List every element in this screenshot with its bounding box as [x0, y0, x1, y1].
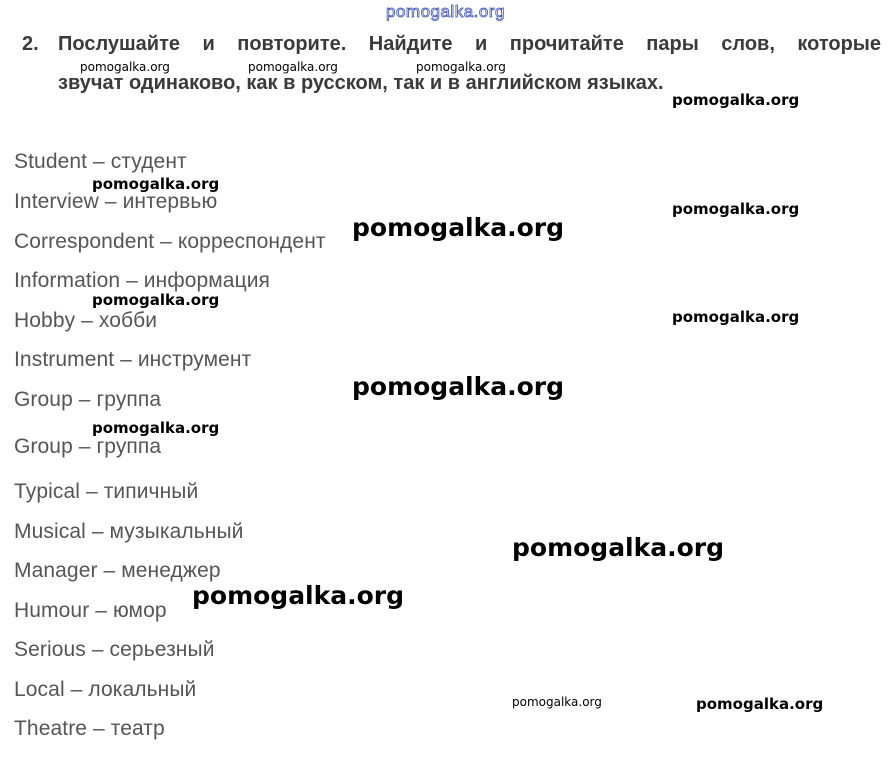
word-pair-group-repeat: Group – группа: [14, 435, 162, 458]
word-pair-theatre: Theatre – театр: [14, 717, 165, 740]
watermark: pomogalka.org: [80, 60, 170, 74]
task-instruction-line-1: Послушайте и повторите. Найдите и прочитайте пары слов, которые: [58, 33, 881, 55]
watermark: pomogalka.org: [92, 175, 220, 193]
word-pair-student: Student – студент: [14, 150, 187, 173]
word-pair-manager: Manager – менеджер: [14, 559, 221, 582]
watermark: pomogalka.org: [92, 291, 220, 309]
watermark: pomogalka.org: [696, 695, 824, 713]
watermark: pomogalka.org: [352, 372, 565, 401]
word-pair-interview: Interview – интервью: [14, 190, 218, 213]
task-instruction-line-2: звучат одинаково, как в русском, так и в английском языках.: [58, 72, 664, 94]
watermark: pomogalka.org: [352, 213, 565, 242]
word-pair-hobby: Hobby – хобби: [14, 309, 158, 332]
word-pair-humour: Humour – юмор: [14, 599, 167, 622]
word-pair-instrument: Instrument – инструмент: [14, 348, 252, 371]
word-pair-musical: Musical – музыкальный: [14, 520, 244, 543]
watermark: pomogalka.org: [672, 308, 800, 326]
task-number: 2.: [22, 33, 39, 55]
watermark: pomogalka.org: [512, 533, 725, 562]
word-pair-information: Information – информация: [14, 269, 271, 292]
word-pair-local: Local – локальный: [14, 678, 197, 701]
watermark: pomogalka.org: [672, 91, 800, 109]
word-pair-correspondent: Correspondent – корреспондент: [14, 230, 326, 253]
watermark: pomogalka.org: [416, 60, 506, 74]
watermark: pomogalka.org: [192, 581, 405, 610]
watermark: pomogalka.org: [92, 419, 220, 437]
word-pair-serious: Serious – серьезный: [14, 638, 215, 661]
word-pair-typical: Typical – типичный: [14, 480, 199, 503]
watermark: pomogalka.org: [512, 695, 602, 709]
site-watermark-header: pomogalka.org: [386, 2, 505, 21]
watermark: pomogalka.org: [672, 200, 800, 218]
watermark: pomogalka.org: [248, 60, 338, 74]
word-pair-group: Group – группа: [14, 388, 162, 411]
